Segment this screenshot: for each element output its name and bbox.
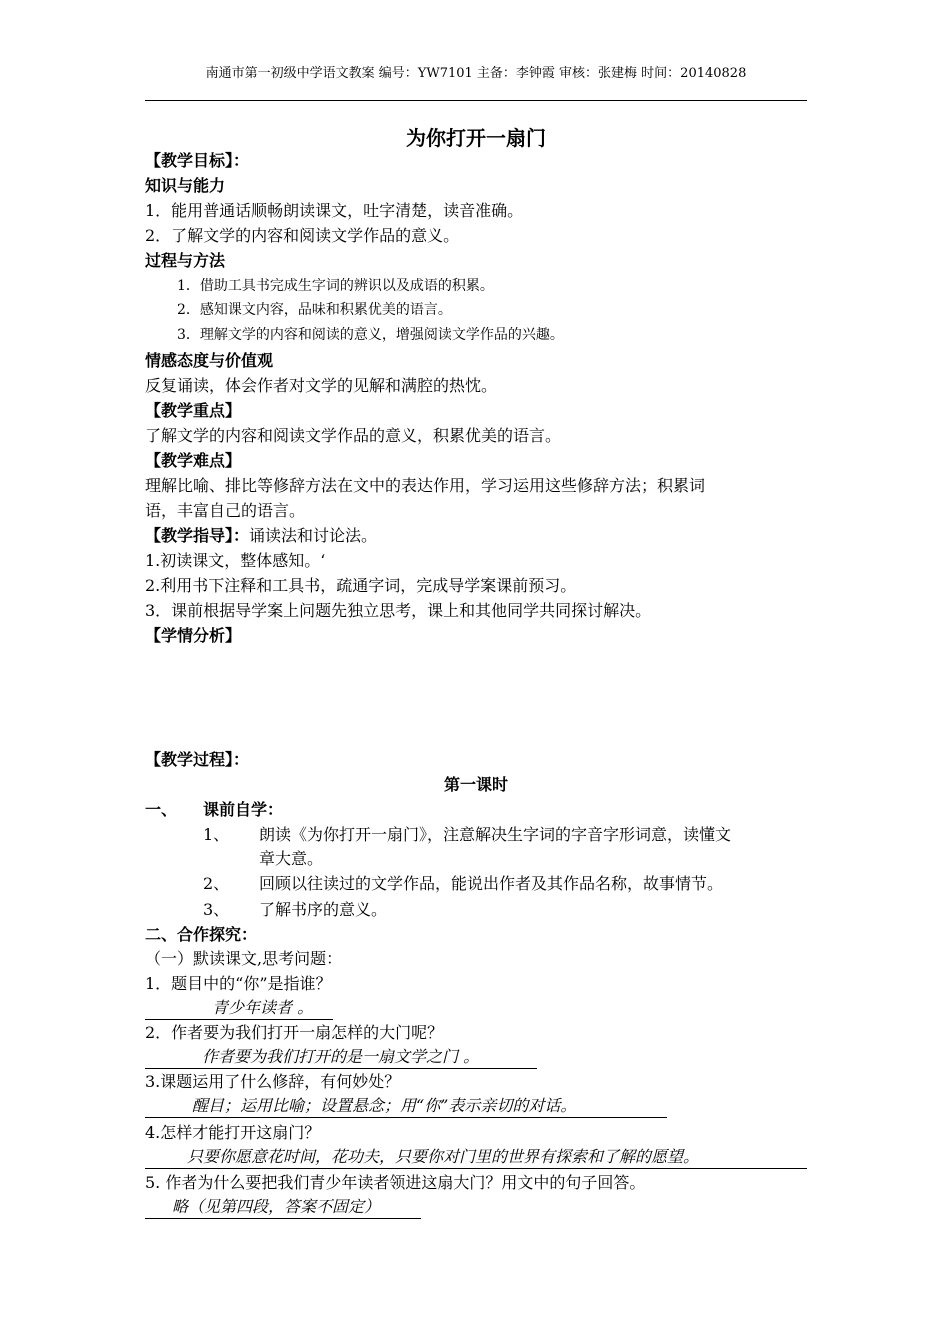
- guidance-item: 3．课前根据导学案上问题先独立思考，课上和其他同学共同探讨解决。: [145, 601, 652, 620]
- knowledge-heading: 知识与能力: [145, 176, 226, 195]
- process-method-heading: 过程与方法: [145, 251, 226, 270]
- self-study-text: 了解书序的意义。: [259, 900, 388, 919]
- question: 1．题目中的“你”是指谁？: [145, 974, 332, 993]
- self-study-text: 回顾以往读过的文学作品，能说出作者及其作品名称，故事情节。: [259, 874, 724, 893]
- lesson-title: 第一课时: [443, 775, 508, 794]
- answer: 醒目；运用比喻；设置悬念；用“你”表示亲切的对话。: [145, 1095, 667, 1118]
- subsection-title: （一）默读课文,思考问题：: [145, 949, 343, 968]
- emotion-heading: 情感态度与价值观: [145, 351, 274, 370]
- answer: 青少年读者 。: [145, 997, 333, 1020]
- analysis-heading: 【学情分析】: [145, 626, 242, 645]
- self-study-text: 朗读《为你打开一扇门》，注意解决生字词的字音字形词意，读懂文: [259, 825, 732, 844]
- process-method-item: 1．借助工具书完成生字词的辨识以及成语的积累。: [177, 278, 494, 294]
- guidance-line: [145, 524, 377, 548]
- answer: 只要你愿意花时间，花功夫，只要你对门里的世界有探索和了解的愿望。: [145, 1146, 807, 1169]
- answer: 略（见第四段，答案不固定）: [145, 1196, 421, 1219]
- question: 4.怎样才能打开这扇门？: [145, 1123, 321, 1142]
- header-rule: [145, 100, 807, 101]
- answer: 作者要为我们打开的是一扇文学之门 。: [145, 1046, 537, 1069]
- question: 3.课题运用了什么修辞，有何妙处？: [145, 1072, 401, 1091]
- knowledge-item: 2．了解文学的内容和阅读文学作品的意义。: [145, 226, 460, 245]
- key-points-heading: 【教学重点】: [145, 401, 242, 420]
- difficulties-text: 理解比喻、排比等修辞方法在文中的表达作用，学习运用这些修辞方法；积累词: [145, 476, 706, 495]
- guidance-method: 诵读法和讨论法。: [249, 526, 378, 545]
- goals-heading: 【教学目标】：: [145, 151, 250, 170]
- key-points-text: 了解文学的内容和阅读文学作品的意义，积累优美的语言。: [145, 426, 562, 445]
- self-study-number: 2、: [203, 874, 230, 893]
- question: 5. 作者为什么要把我们青少年读者领进这扇大门？用文中的句子回答。: [145, 1173, 646, 1192]
- guidance-item: 1.初读课文，整体感知。‘: [145, 551, 326, 570]
- question: 2．作者要为我们打开一扇怎样的大门呢？: [145, 1023, 444, 1042]
- process-method-item: 2．感知课文内容，品味和积累优美的语言。: [177, 302, 452, 318]
- guidance-item: 2.利用书下注释和工具书，疏通字词，完成导学案课前预习。: [145, 576, 577, 595]
- guidance-heading: 【教学指导】：: [145, 526, 250, 545]
- self-study-number: 1、: [203, 825, 230, 844]
- difficulties-heading: 【教学难点】: [145, 451, 242, 470]
- page-title: 为你打开一扇门: [406, 126, 546, 150]
- self-study-number: 3、: [203, 900, 230, 919]
- page-header: 南通市第一初级中学语文教案 编号：YW7101 主备：李钟霞 审核：张建梅 时间：20140828: [205, 66, 747, 81]
- section-title: 二、合作探究：: [145, 925, 258, 944]
- self-study-text: 章大意。: [259, 849, 324, 868]
- emotion-text: 反复诵读，体会作者对文学的见解和满腔的热忱。: [145, 376, 498, 395]
- section-number: 一、: [145, 800, 178, 819]
- process-method-item: 3．理解文学的内容和阅读的意义，增强阅读文学作品的兴趣。: [177, 327, 564, 343]
- process-heading: 【教学过程】：: [145, 750, 250, 769]
- difficulties-text: 语，丰富自己的语言。: [145, 501, 306, 520]
- section-title: 课前自学：: [203, 800, 284, 819]
- knowledge-item: 1．能用普通话顺畅朗读课文，吐字清楚，读音准确。: [145, 201, 524, 220]
